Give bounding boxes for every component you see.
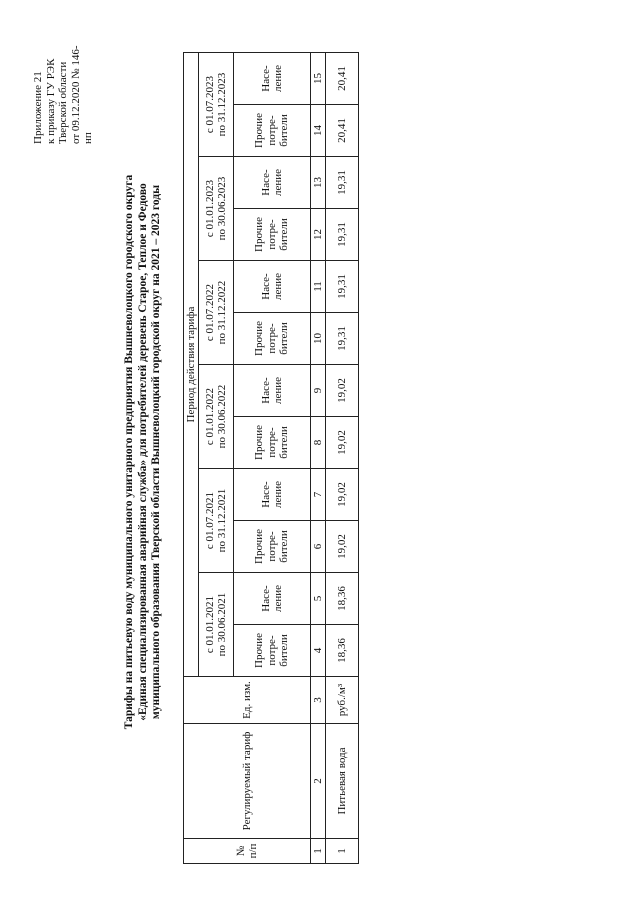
row-number: 1	[326, 839, 359, 864]
subheader-population: Насе-ление	[234, 53, 311, 105]
subheader-population: Насе-ление	[234, 157, 311, 209]
column-number: 3	[311, 677, 326, 724]
period-from: с 01.01.2022	[203, 387, 216, 446]
column-number: 12	[311, 209, 326, 261]
tariff-value: 19,31	[326, 209, 359, 261]
table-row	[326, 53, 359, 864]
appendix-note	[32, 44, 95, 144]
period-to: по 31.12.2023	[216, 72, 228, 137]
subheader-other-consumers: Прочие потре-бители	[234, 417, 311, 469]
row-tariff: Питьевая вода	[326, 724, 359, 839]
subheader-population: Насе-ление	[234, 469, 311, 521]
title-line-1: Тарифы на питьевую воду муниципального унитарного предприятия Вышневолоцкого городского округа	[123, 174, 135, 730]
header-unit: Ед. изм.	[184, 677, 311, 724]
column-number: 10	[311, 313, 326, 365]
column-number: 15	[311, 53, 326, 105]
header-number: № п/п	[184, 839, 311, 864]
document-title	[123, 18, 164, 886]
tariff-value: 19,02	[326, 521, 359, 573]
tariff-table	[183, 52, 359, 864]
period-range	[199, 157, 234, 261]
subheader-other-consumers: Прочие потре-бители	[234, 625, 311, 677]
period-to: по 31.12.2021	[216, 488, 228, 553]
column-number: 7	[311, 469, 326, 521]
tariff-value: 20,41	[326, 105, 359, 157]
period-to: по 30.06.2022	[216, 384, 228, 449]
period-from: с 01.01.2021	[203, 595, 216, 654]
tariff-value: 19,02	[326, 365, 359, 417]
column-number: 11	[311, 261, 326, 313]
period-range	[199, 261, 234, 365]
subheader-population: Насе-ление	[234, 365, 311, 417]
subheader-population: Насе-ление	[234, 261, 311, 313]
column-number: 1	[311, 839, 326, 864]
period-to: по 31.12.2022	[216, 280, 228, 345]
tariff-value: 19,31	[326, 261, 359, 313]
period-range	[199, 573, 234, 677]
tariff-value: 19,02	[326, 417, 359, 469]
subheader-other-consumers: Прочие потре-бители	[234, 209, 311, 261]
subheader-other-consumers: Прочие потре-бители	[234, 105, 311, 157]
tariff-value: 19,02	[326, 469, 359, 521]
column-number: 2	[311, 724, 326, 839]
title-line-2: «Единая специализированная аварийная служба» для потребителей деревень Старое, Теплое и Федово	[136, 183, 149, 721]
header-tariff: Регулируемый тариф	[184, 724, 311, 839]
period-range	[199, 469, 234, 573]
tariff-value: 19,31	[326, 157, 359, 209]
subheader-other-consumers: Прочие потре-бители	[234, 521, 311, 573]
appendix-line-1: Приложение 21	[32, 71, 44, 144]
subheader-population: Насе-ление	[234, 573, 311, 625]
appendix-line-3: от 09.12.2020 № 146-нп	[69, 45, 94, 144]
period-to: по 30.06.2021	[216, 592, 228, 657]
period-to: по 30.06.2023	[216, 176, 228, 241]
column-number: 4	[311, 625, 326, 677]
period-range	[199, 365, 234, 469]
row-unit: руб./м³	[326, 677, 359, 724]
period-from: с 01.01.2023	[203, 179, 216, 238]
column-number: 14	[311, 105, 326, 157]
tariff-value: 20,41	[326, 53, 359, 105]
header-period: Период действия тарифа	[184, 53, 199, 677]
appendix-line-2: к приказу ГУ РЭК Тверской области	[44, 58, 69, 144]
column-number: 13	[311, 157, 326, 209]
period-from: с 01.07.2021	[203, 491, 216, 550]
tariff-value: 18,36	[326, 573, 359, 625]
subheader-other-consumers: Прочие потре-бители	[234, 313, 311, 365]
period-from: с 01.07.2022	[203, 283, 216, 342]
period-range	[199, 53, 234, 157]
column-number: 8	[311, 417, 326, 469]
column-number: 5	[311, 573, 326, 625]
period-from: с 01.07.2023	[203, 75, 216, 134]
tariff-value: 18,36	[326, 625, 359, 677]
tariff-value: 19,31	[326, 313, 359, 365]
title-line-3: муниципального образования Тверской области Вышневолоцкий городской округ на 2021 – 2023 годы	[150, 184, 162, 720]
column-number: 6	[311, 521, 326, 573]
column-number: 9	[311, 365, 326, 417]
